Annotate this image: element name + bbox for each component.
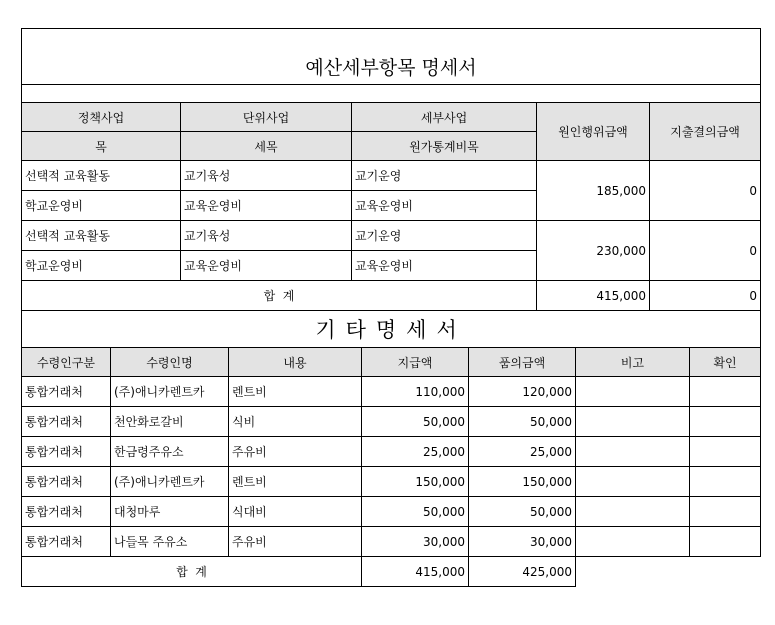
document-sheet [21,28,760,587]
header-item: 목 [22,132,181,161]
confirm-cell [690,467,761,497]
header-policy: 정책사업 [22,103,181,132]
header-confirm: 확인 [690,348,761,377]
empty-cell [576,557,690,587]
table-row [22,407,761,437]
confirm-cell [690,407,761,437]
policy-cell: 선택적 교육활동 [22,161,181,191]
recipient-type-cell: 통합거래처 [22,377,111,407]
other-title: 기타명세서 [22,311,761,348]
policy-cell: 선택적 교육활동 [22,221,181,251]
budget-total-cause: 415,000 [537,281,650,311]
remarks-cell [576,497,690,527]
remarks-cell [576,437,690,467]
header-cost-stat: 원가통계비목 [352,132,537,161]
item-cell: 학교운영비 [22,251,181,281]
header-cause-amount: 원인행위금액 [537,103,650,161]
header-exp-amount: 지출결의금액 [650,103,761,161]
budget-total-label: 합 계 [22,281,537,311]
table-row [22,467,761,497]
remarks-cell [576,467,690,497]
budget-detail-table [21,28,761,311]
recipient-type-cell: 통합거래처 [22,497,111,527]
unit-cell: 교기육성 [181,161,352,191]
budget-total-row [22,281,761,311]
table-row [22,437,761,467]
subitem-cell: 교육운영비 [181,191,352,221]
remarks-cell [576,527,690,557]
paid-amount-cell: 25,000 [362,437,469,467]
cost-stat-cell: 교육운영비 [352,191,537,221]
recipient-name-cell: 나들목 주유소 [111,527,229,557]
header-subitem: 세목 [181,132,352,161]
recipient-type-cell: 통합거래처 [22,407,111,437]
recipient-name-cell: 대청마루 [111,497,229,527]
content-cell: 렌트비 [229,467,362,497]
approved-amount-cell: 30,000 [469,527,576,557]
content-cell: 식비 [229,407,362,437]
content-cell: 주유비 [229,527,362,557]
remarks-cell [576,407,690,437]
recipient-type-cell: 통합거래처 [22,527,111,557]
approved-amount-cell: 25,000 [469,437,576,467]
spacer-row [22,85,761,103]
approved-amount-cell: 150,000 [469,467,576,497]
other-total-approved: 425,000 [469,557,576,587]
exp-amount-cell: 0 [650,161,761,221]
approved-amount-cell: 120,000 [469,377,576,407]
paid-amount-cell: 50,000 [362,407,469,437]
cost-stat-cell: 교육운영비 [352,251,537,281]
table-row [22,497,761,527]
other-total-label: 합 계 [22,557,362,587]
recipient-name-cell: 한금령주유소 [111,437,229,467]
cause-amount-cell: 230,000 [537,221,650,281]
header-recipient-type: 수령인구분 [22,348,111,377]
confirm-cell [690,437,761,467]
cause-amount-cell: 185,000 [537,161,650,221]
budget-title: 예산세부항목 명세서 [22,29,761,85]
other-detail-table [21,310,761,587]
header-recipient-name: 수령인명 [111,348,229,377]
paid-amount-cell: 110,000 [362,377,469,407]
header-remarks: 비고 [576,348,690,377]
header-paid-amount: 지급액 [362,348,469,377]
other-total-row [22,557,761,587]
remarks-cell [576,377,690,407]
budget-total-exp: 0 [650,281,761,311]
confirm-cell [690,527,761,557]
approved-amount-cell: 50,000 [469,407,576,437]
confirm-cell [690,497,761,527]
content-cell: 식대비 [229,497,362,527]
paid-amount-cell: 50,000 [362,497,469,527]
recipient-type-cell: 통합거래처 [22,467,111,497]
budget-row [22,161,761,191]
recipient-name-cell: (주)애니카렌트카 [111,467,229,497]
exp-amount-cell: 0 [650,221,761,281]
content-cell: 주유비 [229,437,362,467]
detail-cell: 교기운영 [352,221,537,251]
header-unit: 단위사업 [181,103,352,132]
content-cell: 렌트비 [229,377,362,407]
other-total-paid: 415,000 [362,557,469,587]
table-row [22,527,761,557]
header-approved-amount: 품의금액 [469,348,576,377]
subitem-cell: 교육운영비 [181,251,352,281]
confirm-cell [690,377,761,407]
empty-cell [690,557,761,587]
detail-cell: 교기운영 [352,161,537,191]
recipient-name-cell: 천안화로갈비 [111,407,229,437]
header-content: 내용 [229,348,362,377]
budget-row [22,221,761,251]
paid-amount-cell: 150,000 [362,467,469,497]
paid-amount-cell: 30,000 [362,527,469,557]
recipient-name-cell: (주)애니카렌트카 [111,377,229,407]
item-cell: 학교운영비 [22,191,181,221]
approved-amount-cell: 50,000 [469,497,576,527]
table-row [22,377,761,407]
header-detail: 세부사업 [352,103,537,132]
unit-cell: 교기육성 [181,221,352,251]
recipient-type-cell: 통합거래처 [22,437,111,467]
